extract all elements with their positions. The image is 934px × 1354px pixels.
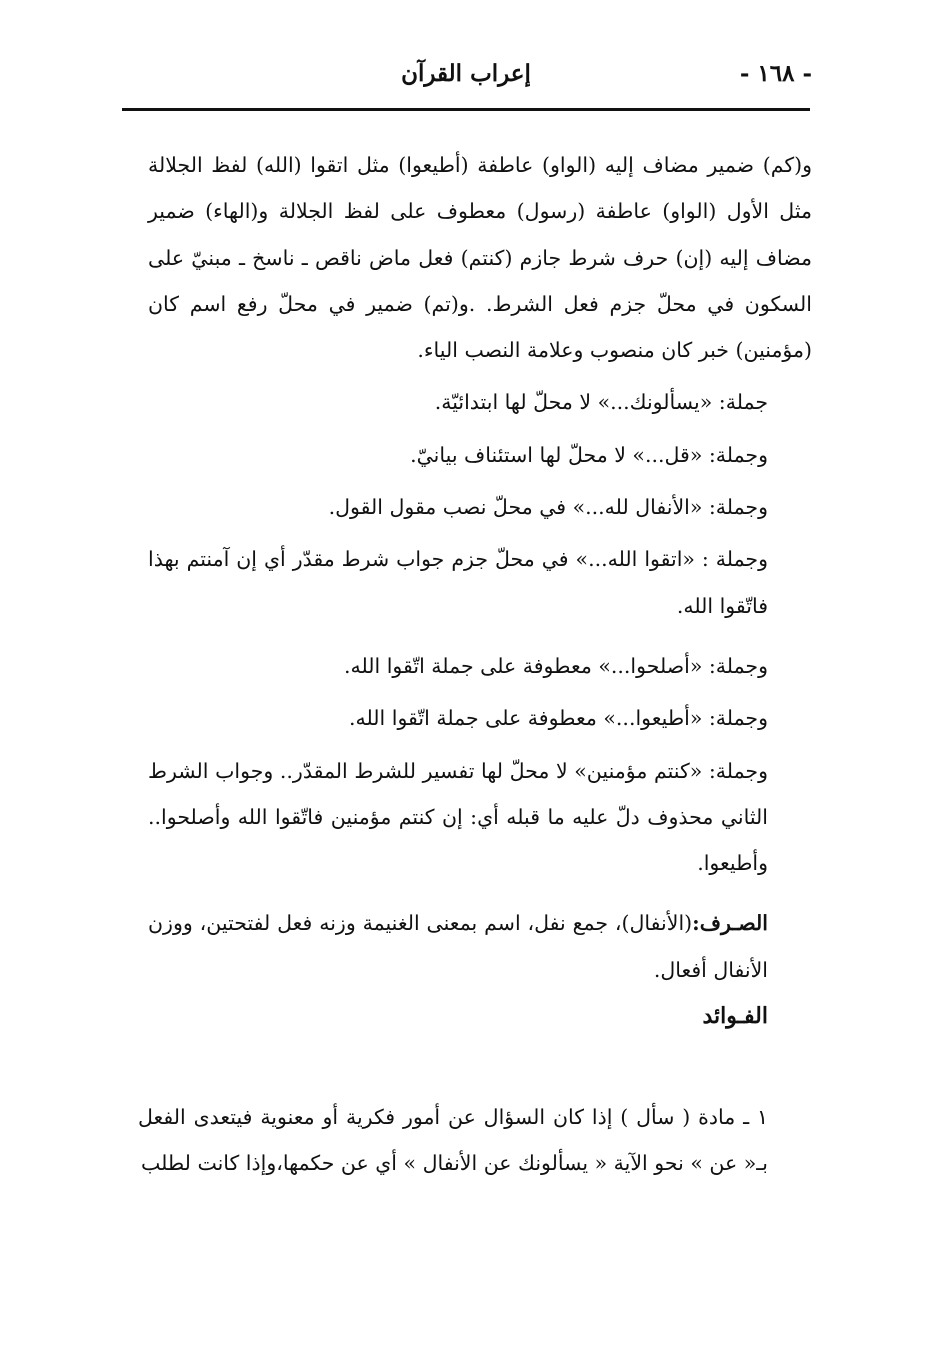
header-rule xyxy=(122,108,810,111)
fawaid-text: ١ ـ مادة ( سأل ) إذا كان السؤال عن أمور فكرية أو معنوية فيتعدى الفعل بـ« عن » نحو الآية « يسألونك عن الأنفال » أي عن حكمها،وإذا كانت لطلب xyxy=(138,1105,768,1176)
sentence-4: وجملة : «اتقوا الله...» في محلّ جزم جواب شرط مقدّر أي إن آمنتم بهذا فاتّقوا الله. xyxy=(148,547,768,618)
fawaid-section xyxy=(138,1094,812,1187)
sentence-7: وجملة: «كنتم مؤمنين» لا محلّ لها تفسير للشرط المقدّر.. وجواب الشرط الثاني محذوف دلّ عليه ما قبله أي: إن كنتم مؤمنين فاتّقوا الله وأصلحوا.. وأطيعوا. xyxy=(148,758,768,876)
sarf-paragraph xyxy=(148,900,812,993)
page-number: - ١٦٨ - xyxy=(739,60,812,87)
sarf-text: (الأنفال)، جمع نفل، اسم بمعنى الغنيمة وزنه فعل لفتحتين، ووزن الأنفال أفعال. xyxy=(148,911,768,982)
sarf-label: الصـرف: xyxy=(692,911,768,936)
fawaid-heading: الفـوائد xyxy=(702,1003,768,1030)
page-header xyxy=(120,58,812,98)
running-title: إعراب القرآن xyxy=(401,60,531,87)
paragraph-irab: و(كم) ضمير مضاف إليه (الواو) عاطفة (أطيعوا) مثل اتقوا (الله) لفظ الجلالة مثل الأول (الواو) عاطفة (رسول) معطوف على لفظ الجلالة و(الهاء) ضمير مضاف إليه (إن) حرف شرط جازم (كنتم) فعل ماض ناقص ـ ناسخ ـ مبنيّ على السكون في محلّ جزم فعل الشرط. .و(تم) ضمير في محلّ رفع اسم كان (مؤمنين) خبر كان منصوب وعلامة النصب الياء. xyxy=(148,153,812,363)
sentence-3: وجملة: «الأنفال لله...» في محلّ نصب مقول القول. xyxy=(328,495,768,520)
sentence-6: وجملة: «أطيعوا...» معطوفة على جملة اتّقوا الله. xyxy=(349,706,768,731)
sentence-5: وجملة: «أصلحوا...» معطوفة على جملة اتّقوا الله. xyxy=(343,653,768,678)
sentence-1: جملة: «يسألونك...» لا محلّ لها ابتدائيّة. xyxy=(434,390,768,415)
main-text xyxy=(148,142,812,1039)
sentence-2: وجملة: «قل...» لا محلّ لها استئناف بيانيّ. xyxy=(410,442,768,467)
